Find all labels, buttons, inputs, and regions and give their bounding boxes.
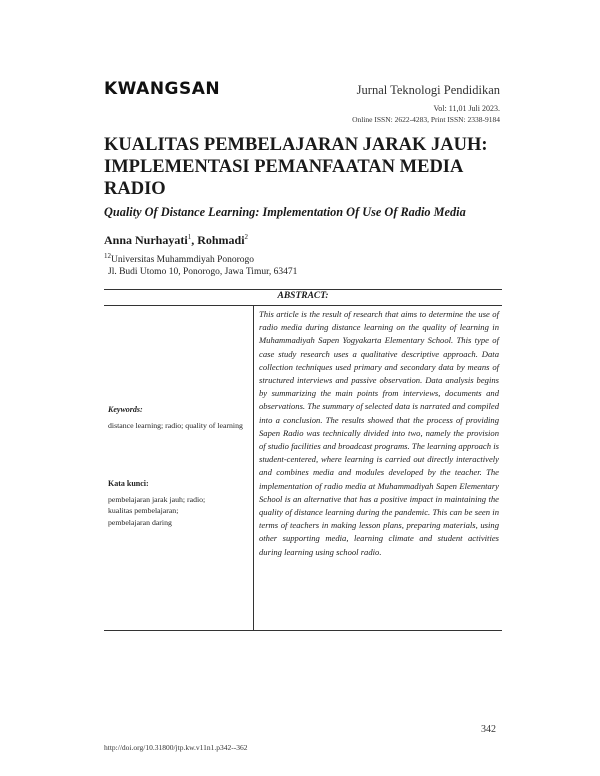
keywords-block (108, 404, 248, 431)
abstract-rule-bottom (104, 630, 502, 631)
abstract-rule-mid (104, 305, 502, 306)
abstract-column-divider (253, 305, 254, 630)
address: Jl. Budi Utomo 10, Ponorogo, Jawa Timur, 63471 (108, 267, 298, 277)
author-1-name: Anna Nurhayati (104, 233, 188, 247)
kata-kunci-label: Kata kunci: (108, 479, 149, 488)
kata-kunci-block (108, 478, 248, 528)
kata-kunci-line-1: pembelajaran jarak jauh; radio; (108, 494, 206, 504)
journal-info (352, 83, 500, 124)
volume-info: Vol: 11,01 Juli 2023. (433, 104, 500, 113)
affiliation-name: Universitas Muhammdiyah Ponorogo (111, 255, 255, 266)
abstract-rule-top (104, 289, 502, 290)
kata-kunci-line-3: pembelajaran daring (108, 517, 172, 527)
affiliation (104, 252, 254, 265)
keywords-label: Keywords: (108, 405, 143, 414)
kata-kunci-line-2: kualitas pembelajaran; (108, 506, 179, 515)
author-1-sup: 1 (187, 233, 192, 241)
affiliation-sup: 12 (104, 252, 111, 260)
author-2-sup: 2 (244, 233, 249, 241)
author-separator: , (191, 233, 198, 247)
doi-link[interactable]: http://doi.org/10.31800/jtp.kw.v11n1.p342--362 (104, 743, 248, 752)
authors (104, 233, 248, 248)
article-title: KUALITAS PEMBELAJARAN JARAK JAUH: IMPLEMENTASI PEMANFAATAN MEDIA RADIO (104, 135, 488, 199)
keywords-list: distance learning; radio; quality of learning (108, 420, 243, 430)
author-2-name: Rohmadi (197, 233, 245, 247)
journal-name: Jurnal Teknologi Pendidikan (356, 83, 500, 97)
abstract-heading: ABSTRACT: (277, 291, 329, 301)
abstract-text: This article is the result of research that aims to determine the use of radio media during distance learning on the quality of learning in Muhammadiyah Sapen Yogyakarta Elementary School. This type of case study research uses a qualitative descriptive approach. Data collection techniques used primary and secondary data by means of structured interviews and passive observation. Data analysis begins by summarizing the main points from interviews, documents and observations. The summary of selected data is narrated and compiled into a conclusion. The results showed that the process of providing Sapen Radio was technically divided into two, namely the provision of studio facilities and broadcast programs. The learning approach is student-centered, where learning is carried out directly interactively and combines media and modules developed by the teacher. The implementation of radio media at Muhammadiyah Sapen Elementary School is an alternative that has a positive impact in maintaining the quality of distance learning during the pandemic. This can be seen in terms of teachers in making lesson plans, preparing materials, using other supporting media, learning climate and student activities during learning using school radio. (259, 309, 499, 557)
page-number: 342 (481, 724, 496, 735)
article-subtitle: Quality Of Distance Learning: Implementation Of Use Of Radio Media (104, 205, 466, 219)
issn-info: Online ISSN: 2622-4283, Print ISSN: 2338-9184 (352, 115, 500, 124)
journal-logo: KWANGSAN (104, 79, 221, 99)
